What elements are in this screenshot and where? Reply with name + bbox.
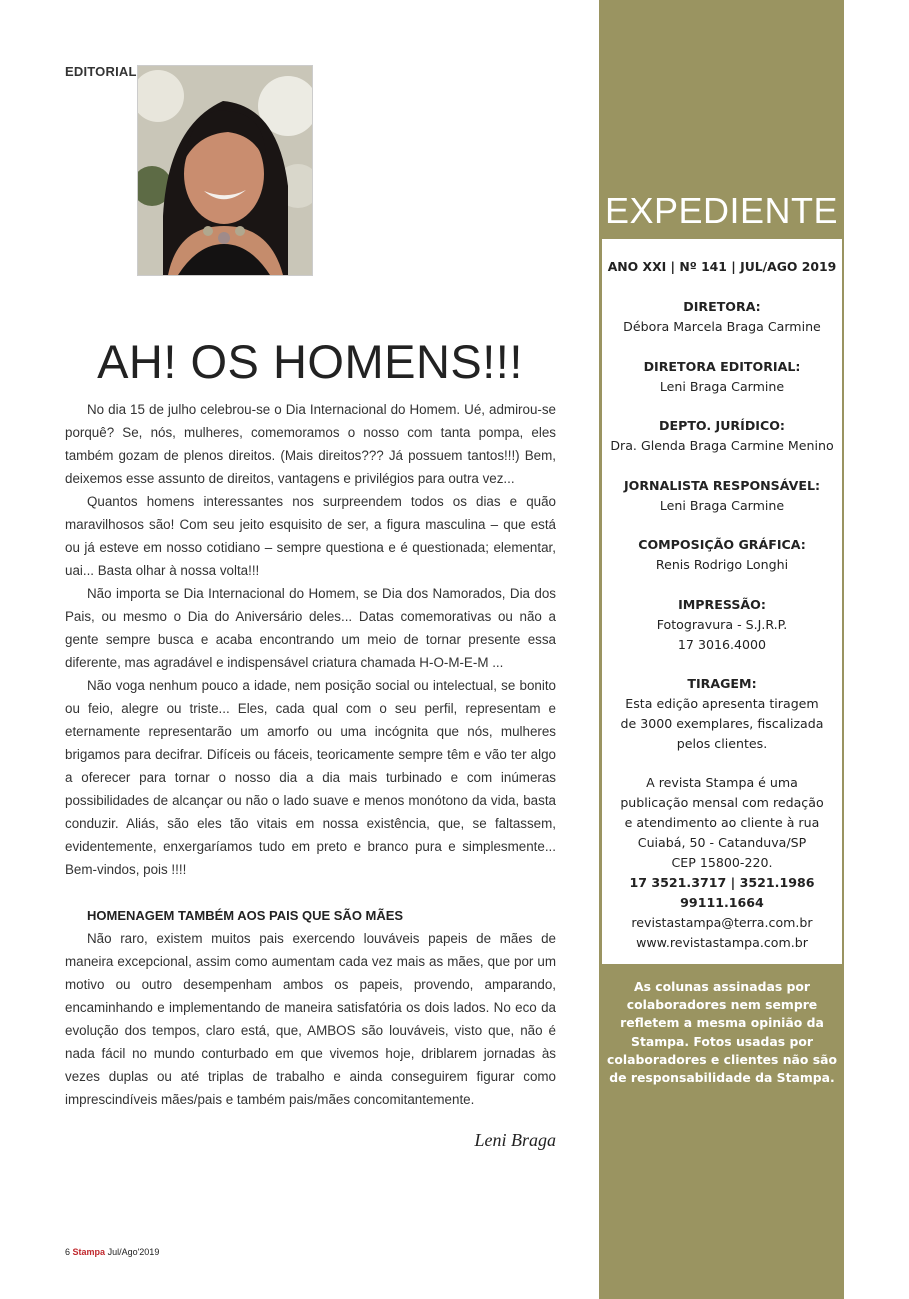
role-name: Leni Braga Carmine: [659, 379, 785, 394]
role-director: [602, 297, 842, 337]
issue-date: Jul/Ago'2019: [107, 1247, 160, 1257]
role-legal: [602, 416, 842, 456]
role-text: Esta edição apresenta tiragem: [625, 696, 819, 711]
contact-line: e atendimento ao cliente à rua: [624, 815, 820, 830]
role-phone: 17 3016.4000: [677, 637, 767, 652]
role-editorial-director: [602, 357, 842, 397]
role-graphic: [602, 535, 842, 575]
author-photo: [137, 65, 313, 276]
paragraph: Quantos homens interessantes nos surpreendem todos os dias e quão maravilhosos são! Com seu jeito esquisito de ser, a figura masculina – que está ou já esteve em nosso cotidiano – sempre questiona e é questionada; elementar, uai... Basta olhar à nossa volta!!!: [65, 494, 556, 578]
role-name: Leni Braga Carmine: [659, 498, 785, 513]
role-label: COMPOSIÇÃO GRÁFICA:: [638, 537, 806, 552]
credits-box: [602, 239, 842, 964]
role-journalist: [602, 476, 842, 516]
contact-line: A revista Stampa é uma: [646, 775, 798, 790]
role-name: Dra. Glenda Braga Carmine Menino: [610, 438, 834, 453]
contact-mobile: 99111.1664: [680, 895, 764, 910]
role-label: DIRETORA:: [683, 299, 761, 314]
contact-block: [602, 773, 842, 953]
role-name: Débora Marcela Braga Carmine: [623, 319, 821, 334]
role-label: TIRAGEM:: [687, 676, 757, 691]
role-text: de 3000 exemplares, fiscalizada: [620, 716, 824, 731]
contact-website[interactable]: www.revistastampa.com.br: [636, 935, 808, 950]
issue-line: ANO XXI | Nº 141 | JUL/AGO 2019: [607, 259, 837, 274]
paragraph: Não importa se Dia Internacional do Homem, se Dia dos Namorados, Dia dos Pais, ou mesmo o Dia do Aniversário deles... Datas comemorativas ou não a gente sempre busca e acaba encontrando um meio de tornar presente essa diferente, mas agradável e indispensável criatura chamada H-O-M-E-M ...: [65, 586, 556, 670]
role-name: Renis Rodrigo Longhi: [655, 557, 789, 572]
role-printing: [602, 595, 842, 655]
role-text: pelos clientes.: [676, 736, 768, 751]
paragraph: Não raro, existem muitos pais exercendo louváveis papeis de mães de maneira excepcional, assim como aumentam cada vez mais as mães, que por um motivo ou outro desempenham ambos os papeis, provendo, amparando, encaminhando e implementando de maneira satisfatória os dois lados. No eco da evolução dos tempos, claro está, que, AMBOS são louváveis, visto que, não é nada fácil no mundo conturbado em que vivemos hoje, driblarem jornadas às vezes duplas ou até triplas de trabalho e ainda conseguirem figurar como imprescindíveis mães/pais e também pais/mães concomitantemente.: [65, 931, 556, 1107]
signature: Leni Braga: [474, 1130, 556, 1150]
brand-name: Stampa: [72, 1247, 106, 1257]
article-body: [65, 398, 556, 1111]
role-label: DEPTO. JURÍDICO:: [659, 418, 785, 433]
article-title: AH! OS HOMENS!!!: [97, 335, 523, 388]
role-label: JORNALISTA RESPONSÁVEL:: [623, 478, 821, 493]
paragraph: No dia 15 de julho celebrou-se o Dia Internacional do Homem. Ué, admirou-se porquê? Se, nós, mulheres, comemoramos o nosso com tanta pompa, eles também gozam de plenos direitos. (Mais direitos??? Já possuem tantos!!!) Bem, deixemos esse assunto de direitos, vantagens e privilégios para outra vez...: [65, 402, 556, 486]
contact-email[interactable]: revistastampa@terra.com.br: [631, 915, 813, 930]
contact-line: Cuiabá, 50 - Catanduva/SP: [637, 835, 807, 850]
page-footer: [65, 1247, 159, 1257]
section-tag: EDITORIAL: [65, 64, 137, 79]
subheading: HOMENAGEM TAMBÉM AOS PAIS QUE SÃO MÃES: [87, 908, 404, 923]
page-number: 6: [65, 1247, 71, 1257]
paragraph: Não voga nenhum pouco a idade, nem posição social ou intelectual, se bonito ou feio, alegre ou triste... Eles, cada qual com o seu perfil, representam e eternamente representarão um amorfo ou uma incógnita que nós, mulheres brigamos para decifrar. Difíceis ou fáceis, teoricamente sempre têm e vão ter algo a oferecer para tornar o nosso dia a dia mais turbinado e com inúmeras possibilidades de alcançar ou não o lado suave e menos monótono da vida, basta conduzir. Aliás, são eles tão vitais em nossa existência, que, se faltassem, evidentemente, enxergaríamos tudo em preto e branco pura e simplesmente... Bem-vindos, pois !!!!: [65, 678, 556, 877]
contact-line: publicação mensal com redação: [620, 795, 824, 810]
sidebar-title: EXPEDIENTE: [604, 190, 839, 231]
disclaimer: As colunas assinadas por colaboradores nem sempre refletem a mesma opinião da Stampa. Fotos usadas por colaboradores e clientes não são de responsabilidade da Stampa.: [607, 979, 837, 1086]
role-label: IMPRESSÃO:: [678, 597, 766, 612]
role-circulation: [602, 674, 842, 754]
contact-line: CEP 15800-220.: [671, 855, 773, 870]
contact-phones: 17 3521.3717 | 3521.1986: [629, 875, 815, 890]
role-label: DIRETORA EDITORIAL:: [643, 359, 801, 374]
role-name: Fotogravura - S.J.R.P.: [656, 617, 788, 632]
